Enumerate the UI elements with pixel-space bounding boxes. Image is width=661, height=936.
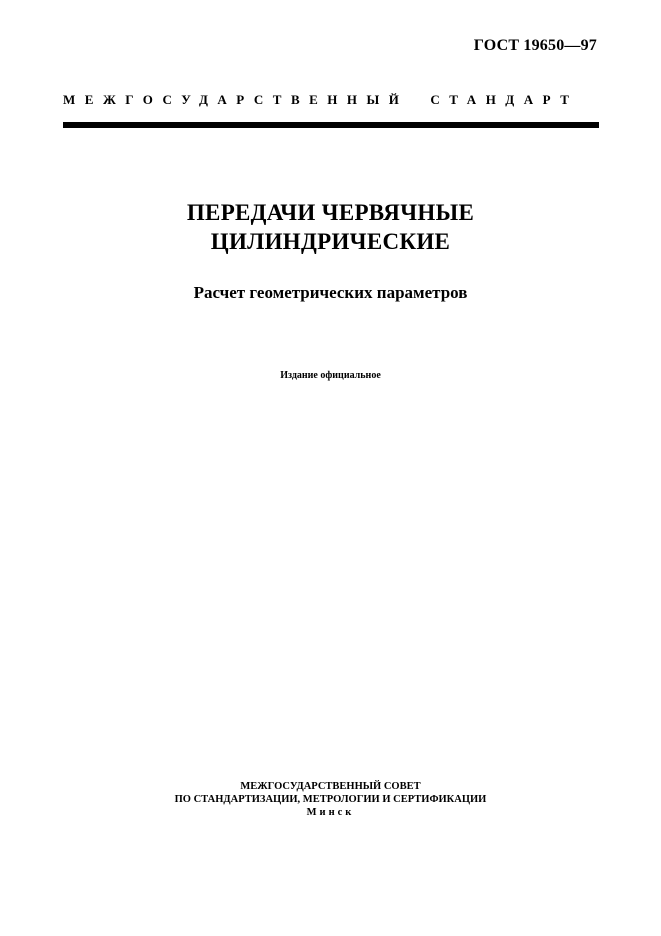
standard-type-header: [63, 92, 599, 108]
document-subtitle: Расчет геометрических параметров: [193, 283, 468, 302]
title-line-1: ПЕРЕДАЧИ ЧЕРВЯЧНЫЕ: [186, 200, 475, 225]
document-number: ГОСТ 19650—97: [473, 37, 597, 54]
publisher-block: [0, 780, 661, 819]
title-line-2: ЦИЛИНДРИЧЕСКИЕ: [210, 229, 451, 254]
publisher-line-2: ПО СТАНДАРТИЗАЦИИ, МЕТРОЛОГИИ И СЕРТИФИКАЦИИ: [174, 794, 487, 805]
edition-note: Издание официальное: [280, 370, 381, 381]
publisher-line-1: МЕЖГОСУДАРСТВЕННЫЙ СОВЕТ: [240, 781, 421, 792]
standard-type-word-1: МЕЖГОСУДАРСТВЕННЫЙ: [63, 92, 409, 107]
standard-type-word-2: СТАНДАРТ: [430, 92, 579, 107]
document-title: [0, 198, 661, 256]
publisher-city: Минск: [306, 807, 355, 818]
header-rule: [63, 122, 599, 128]
